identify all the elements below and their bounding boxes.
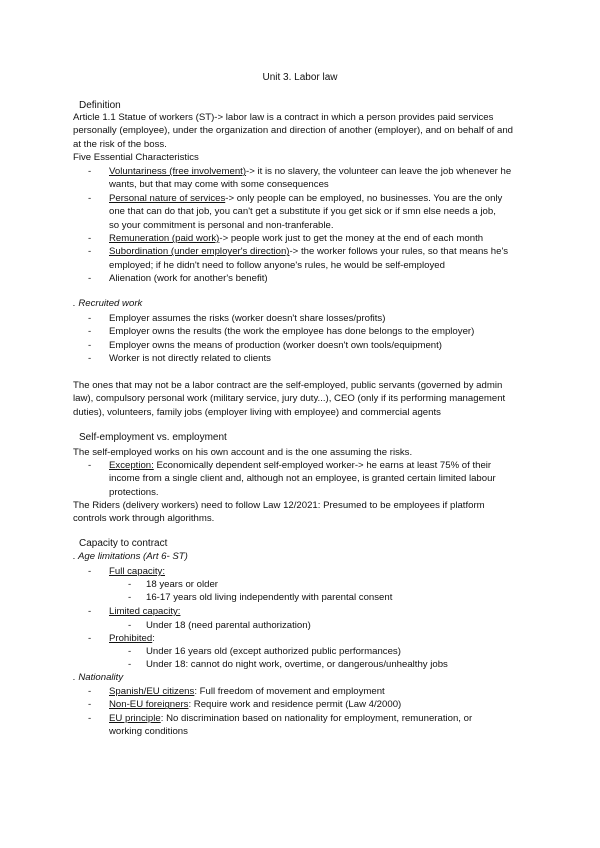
full-capacity-label: Full capacity: — [109, 566, 165, 577]
list-item: - Personal nature of services-> only people can be employed, no businesses. You are the only one that can do that job, you can't get a substitute if you get sick or if smn else needs a job, so your commitment is personal and non-tranferable. — [88, 192, 528, 232]
nationality-term: EU principle — [109, 712, 161, 724]
list-item: - Employer owns the results (the work the employee has done belongs to the employer) — [88, 325, 528, 338]
characteristic-term: Personal nature of services — [109, 192, 226, 204]
prohibited-list — [88, 632, 528, 645]
characteristics-label: Five Essential Characteristics — [73, 152, 199, 164]
list-item: - Exception: Economically dependent self-employed worker-> he earns at least 75% of their income from a single client and, although not an employee, is granted certain limited labour protections. — [88, 459, 528, 499]
riders-paragraph: The Riders (delivery workers) need to follow Law 12/2021: Presumed to be employees if platform controls work through algorithms. — [73, 500, 485, 525]
full-capacity-items — [128, 578, 498, 605]
characteristic-term: Subordination (under employer's direction) — [109, 246, 290, 258]
definition-paragraph — [73, 111, 533, 165]
full-capacity-list — [88, 565, 528, 578]
limited-capacity-list — [88, 605, 528, 618]
nationality-list — [88, 685, 528, 739]
age-limitations-heading: . Age limitations (Art 6- ST) — [73, 551, 188, 562]
recruited-list — [88, 312, 528, 366]
list-item — [88, 605, 528, 618]
list-item: - EU principle: No discrimination based on nationality for employment, remuneration, or working conditions — [88, 712, 528, 739]
list-item: - Alienation (work for another's benefit) — [88, 272, 528, 285]
exception-list — [88, 459, 528, 499]
nationality-term: Non-EU foreigners — [109, 699, 189, 711]
self-employment-heading: Self-employment vs. employment — [79, 432, 227, 443]
list-item: - 16-17 years old living independently with parental consent — [128, 591, 498, 604]
exception-term: Exception: — [109, 460, 154, 471]
prohibited-label: Prohibited — [109, 633, 153, 644]
definition-line: personally (employee), under the organization and direction of another (employer), and on behalf of and — [73, 125, 513, 137]
list-item: - Prohibited: — [88, 632, 528, 645]
list-item: - Employer owns the means of production (worker doesn't own tools/equipment) — [88, 339, 528, 352]
capacity-heading: Capacity to contract — [79, 538, 168, 549]
nationality-heading: . Nationality — [73, 672, 124, 683]
nationality-term: Spanish/EU citizens — [109, 686, 195, 697]
self-employment-intro: The self-employed works on his own account and is the one assuming the risks. — [73, 447, 413, 458]
list-item: - Subordination (under employer's direction)-> the worker follows your rules, so that means he's employed; if he didn't need to follow anyone's rules, he would be self-employed — [88, 245, 528, 272]
list-item: - Worker is not directly related to clients — [88, 352, 528, 365]
list-item: - Voluntariness (free involvement)-> it is no slavery, the volunteer can leave the job whenever he wants, but that may come with some consequences — [88, 165, 528, 192]
definition-line: Article 1.1 Statue of workers (ST)-> labor law is a contract in which a person provides paid services — [73, 112, 494, 123]
list-item: - Employer assumes the risks (worker doesn't share losses/profits) — [88, 312, 528, 325]
list-item: - 18 years or older — [128, 578, 498, 591]
list-item: - Under 18: cannot do night work, overtime, or dangerous/unhealthy jobs — [128, 658, 498, 671]
list-item: - Under 18 (need parental authorization) — [128, 619, 498, 632]
list-item — [88, 565, 528, 578]
document-title: Unit 3. Labor law — [262, 72, 338, 83]
definition-heading: Definition — [79, 100, 121, 111]
list-item: - Spanish/EU citizens: Full freedom of movement and employment — [88, 685, 528, 698]
list-item: - Non-EU foreigners: Require work and residence permit (Law 4/2000) — [88, 698, 528, 711]
limited-capacity-label: Limited capacity: — [109, 606, 181, 617]
not-contract-paragraph: The ones that may not be a labor contract are the self-employed, public servants (governed by admin law), compulsory personal work (military service, jury duty...), CEO (only if its performing management duties), volunteers, family jobs (employer living with employee) and commercial agents — [73, 380, 506, 418]
prohibited-items — [128, 645, 498, 672]
list-item: - Under 16 years old (except authorized public performances) — [128, 645, 498, 658]
definition-line: at the risk of the boss. — [73, 138, 167, 150]
limited-capacity-items — [128, 619, 498, 632]
recruited-heading: . Recruited work — [73, 298, 143, 309]
list-item: - Remuneration (paid work)-> people work just to get the money at the end of each month — [88, 232, 528, 245]
characteristics-list — [88, 165, 528, 286]
characteristic-term: Remuneration (paid work) — [109, 233, 220, 245]
characteristic-term: Voluntariness (free involvement) — [109, 166, 247, 177]
